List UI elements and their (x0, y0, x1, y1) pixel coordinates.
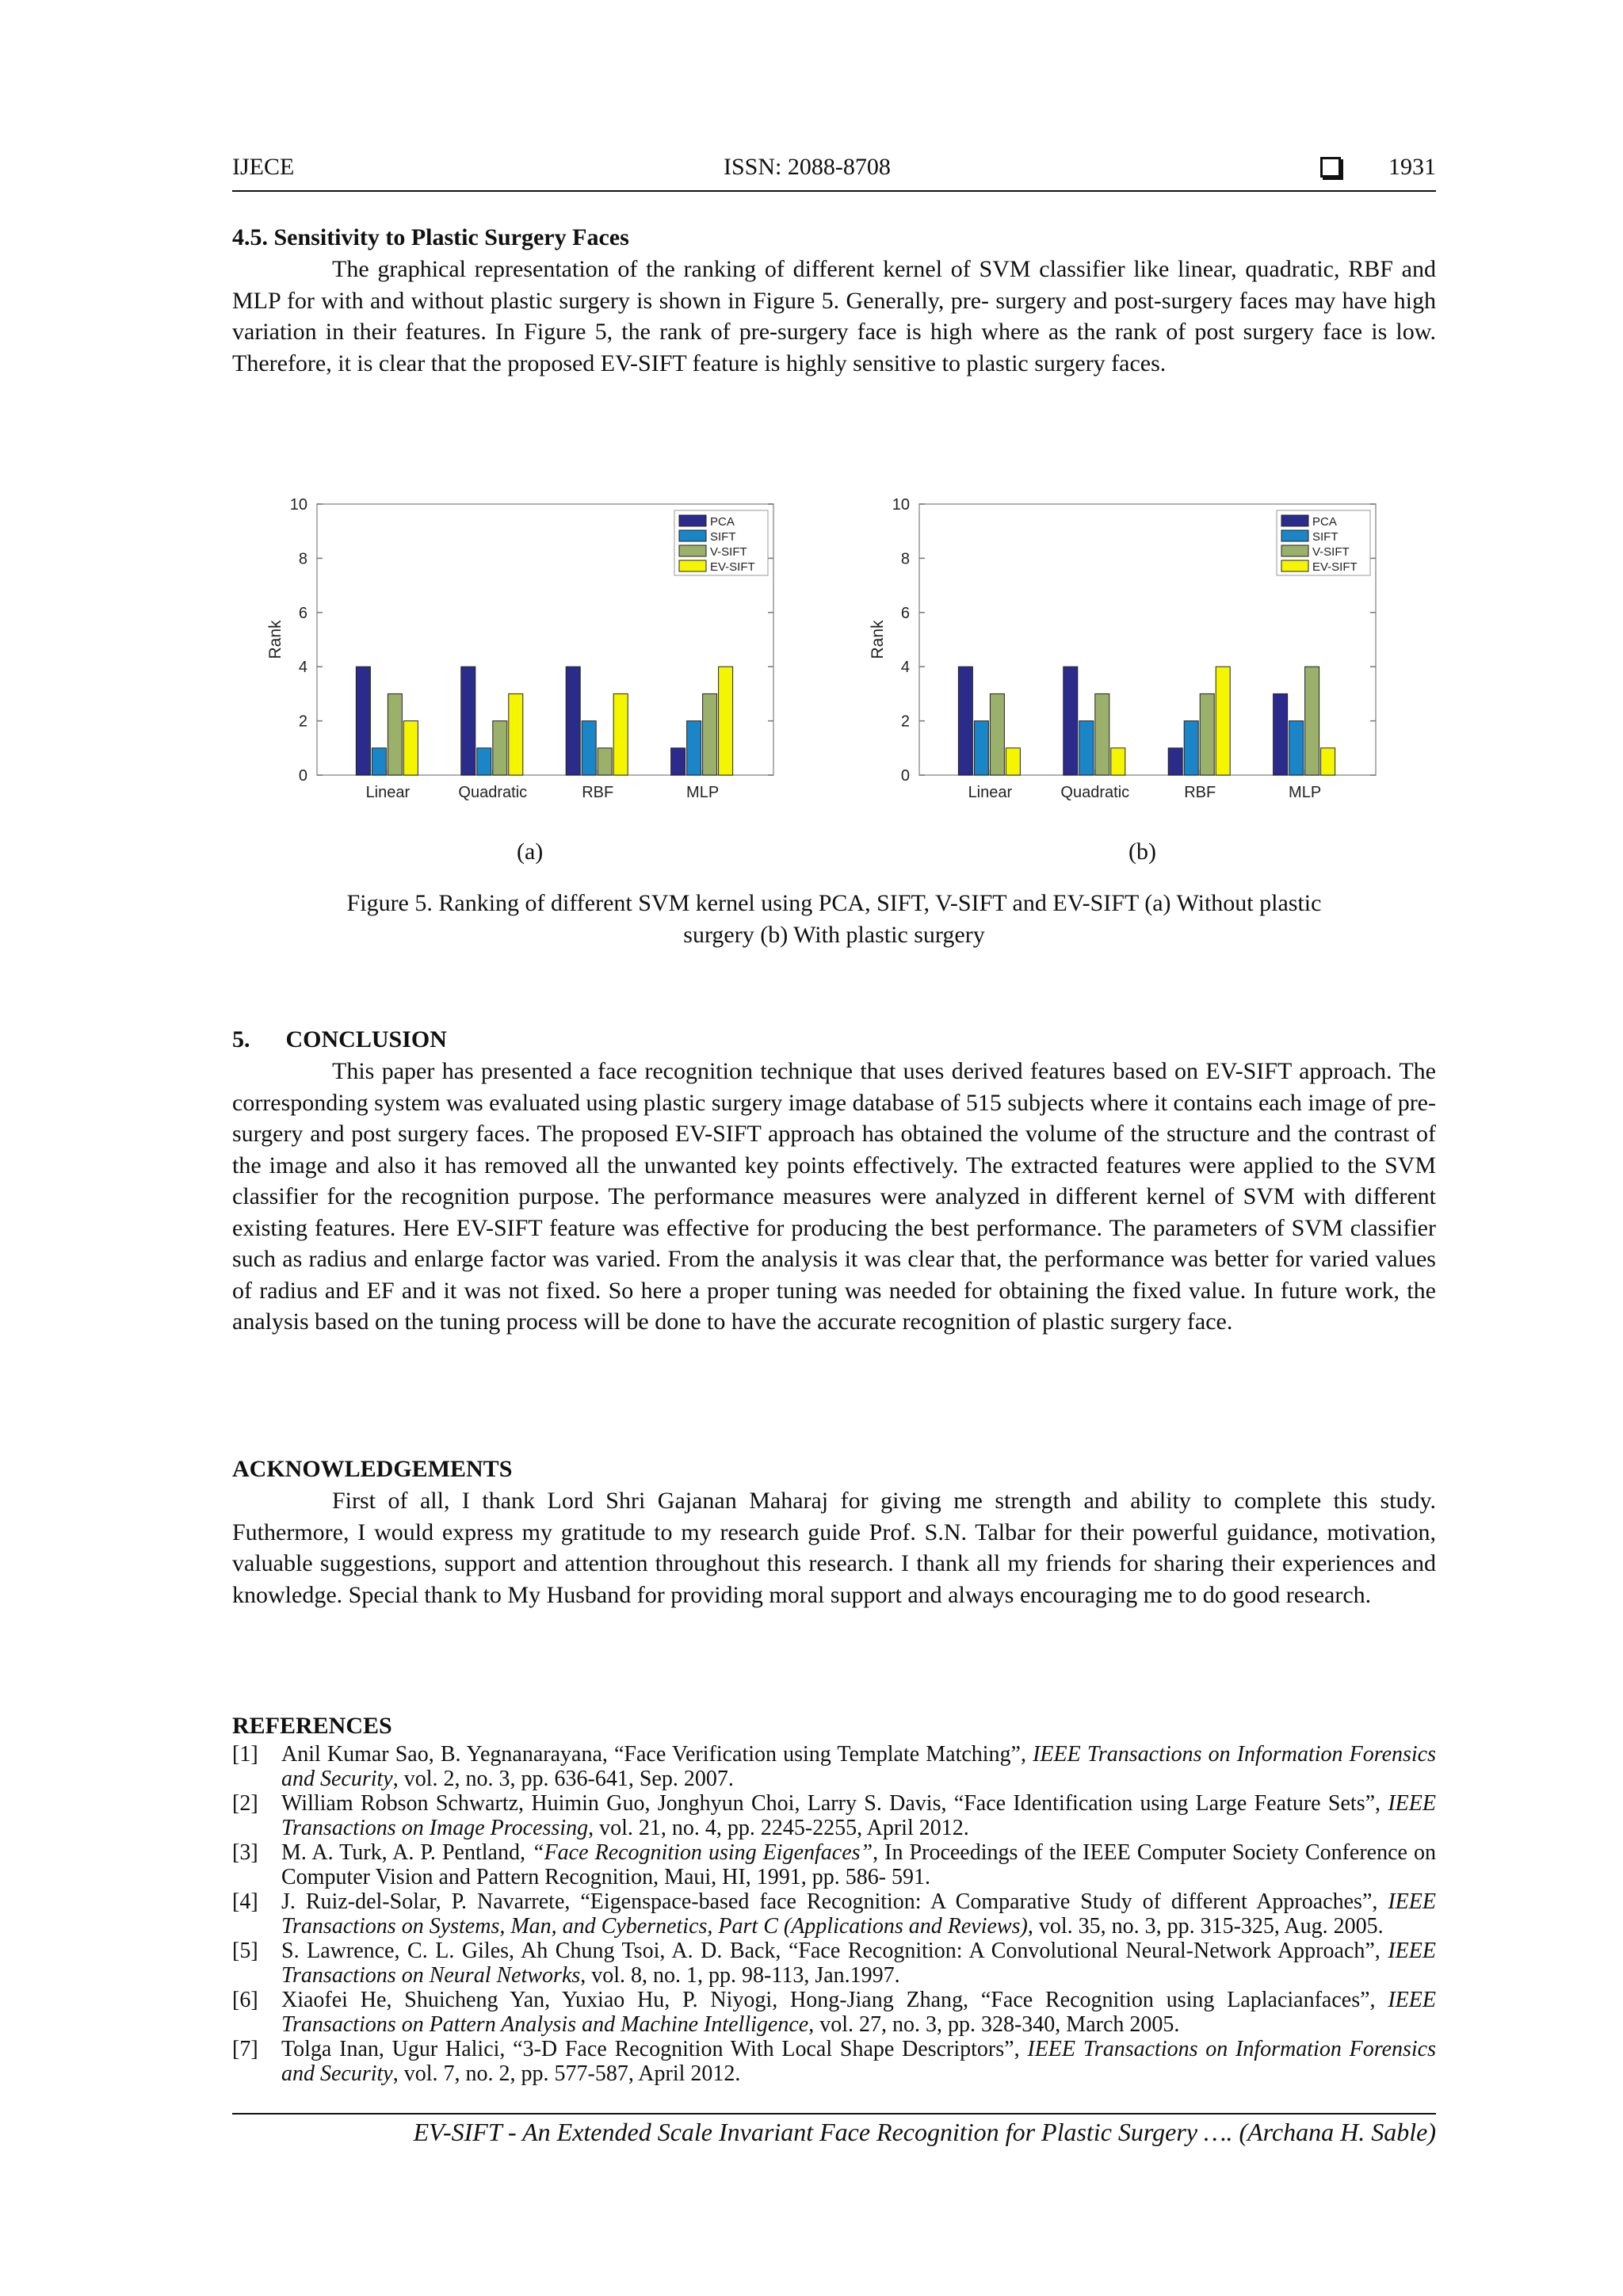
reference-item (232, 1791, 1436, 1840)
legend-swatch (679, 560, 706, 571)
acknowledgements-title: ACKNOWLEDGEMENTS (232, 1456, 513, 1482)
references (232, 1710, 1436, 2086)
reference-number: [2] (232, 1791, 258, 1816)
bar-v-sift-quadratic (493, 721, 507, 775)
section-4-5-title: 4.5. Sensitivity to Plastic Surgery Faces (232, 224, 629, 250)
x-tick-label: MLP (686, 784, 720, 801)
reference-venue: IEEE Transactions on Neural Networks (281, 1939, 1436, 1988)
reference-number: [6] (232, 1988, 258, 2012)
reference-details: , vol. 8, no. 1, pp. 98-113, Jan.1997. (580, 1963, 900, 1988)
bar-v-sift-quadratic (1095, 693, 1109, 775)
header-rule (232, 190, 1436, 192)
legend-label: EV-SIFT (1312, 560, 1358, 574)
reference-item (232, 1742, 1436, 1791)
bar-v-sift-mlp (703, 693, 717, 775)
bar-v-sift-linear (388, 693, 402, 775)
y-tick-label: 4 (298, 659, 307, 677)
reference-number: [4] (232, 1889, 258, 1914)
reference-details: , In Proceedings of the IEEE Computer Society Conference on Computer Vision and Pattern Recognition, Maui, HI, 1991, pp. 586- 591. (281, 1840, 1437, 1889)
reference-authors-title: Anil Kumar Sao, B. Yegnanarayana, “Face Verification using Template Matching”, (281, 1742, 1033, 1767)
bar-ev-sift-mlp (1321, 748, 1335, 775)
reference-authors-title: J. Ruiz-del-Solar, P. Navarrete, “Eigenspace-based face Recognition: A Comparative Study of different Approaches”, (281, 1889, 1388, 1914)
footer-rule (232, 2113, 1436, 2115)
x-tick-label: RBF (1184, 784, 1216, 801)
bar-ev-sift-linear (1006, 748, 1020, 775)
reference-list (232, 1742, 1436, 2086)
bar-v-sift-rbf (1200, 693, 1214, 775)
bar-sift-rbf (1184, 721, 1198, 775)
y-axis-label: Rank (266, 620, 285, 659)
y-tick-label: 6 (298, 604, 307, 622)
legend-label: V-SIFT (710, 545, 747, 559)
conclusion-paragraph: This paper has presented a face recognition technique that uses derived features based on EV-SIFT approach. The corresponding system was evaluated using plastic surgery image database of 515 subjects where it contains each image of pre-surgery and post surgery faces. The proposed EV-SIFT approach has obtained the volume of the structure and the contrast of the image and also it has removed all the unwanted key points effectively. The extracted features were applied to the SVM classifier for the recognition purpose. The performance measures were analyzed in different kernel of SVM with different existing features. Here EV-SIFT feature was effective for producing the best performance. The parameters of SVM classifier such as radius and enlarge factor was varied. From the analysis it was clear that, the performance was better for varied values of radius and EF and it was not fixed. So here a proper tuning was needed for obtaining the fixed value. In future work, the analysis based on the tuning process will be done to have the accurate recognition of plastic surgery face. (232, 1058, 1436, 1335)
reference-authors-title: M. A. Turk, A. P. Pentland, (281, 1840, 532, 1865)
reference-venue: IEEE Transactions on Image Processing (281, 1791, 1436, 1840)
legend-swatch (679, 530, 706, 541)
reference-item (232, 1988, 1436, 2037)
section-4-5-paragraph: The graphical representation of the ranking of different kernel of SVM classifier like linear, quadratic, RBF and MLP for with and without plastic surgery is shown in Figure 5. Generally, pre- surgery and post-surgery faces may have high variation in their features. In Figure 5, the rank of pre-surgery face is high where as the rank of post surgery face is low. Therefore, it is clear that the proposed EV-SIFT feature is highly sensitive to plastic surgery faces. (232, 256, 1436, 376)
page-header (232, 154, 1436, 189)
bar-sift-mlp (1289, 721, 1304, 775)
bar-ev-sift-rbf (613, 693, 628, 775)
bar-v-sift-rbf (598, 748, 612, 775)
legend-swatch (679, 515, 706, 526)
bar-sift-linear (372, 748, 386, 775)
reference-venue: IEEE Transactions on Information Forensics and Security (281, 1742, 1436, 1791)
bar-ev-sift-quadratic (509, 693, 523, 775)
legend-label: PCA (710, 515, 735, 529)
subfigure-label-b: (b) (1128, 839, 1156, 865)
reference-item (232, 2037, 1436, 2086)
bar-pca-mlp (1274, 693, 1288, 775)
reference-authors-title: S. Lawrence, C. L. Giles, Ah Chung Tsoi, A. D. Back, “Face Recognition: A Convolutional Neural-Network Approach”, (281, 1939, 1388, 1963)
reference-item (232, 1889, 1436, 1939)
y-tick-label: 0 (900, 767, 910, 785)
acknowledgements-paragraph: First of all, I thank Lord Shri Gajanan Maharaj for giving me strength and ability to complete this study. Futhermore, I would express my gratitude to my research guide Prof. S.N. Talbar for their powerful guidance, motivation, valuable suggestions, support and attention throughout this research. I thank all my friends for sharing their experiences and knowledge. Special thank to My Husband for providing moral support and always encouraging me to do good research. (232, 1488, 1436, 1608)
y-tick-label: 10 (289, 496, 307, 514)
bar-sift-rbf (582, 721, 596, 775)
legend-swatch (1281, 545, 1308, 556)
reference-venue: IEEE Transactions on Information Forensics and Security (281, 2037, 1436, 2086)
x-tick-label: Linear (968, 784, 1013, 801)
legend-label: V-SIFT (1312, 545, 1350, 559)
x-tick-label: RBF (582, 784, 614, 801)
conclusion-title: 5. CONCLUSION (232, 1026, 447, 1052)
section-acknowledgements (232, 1454, 1436, 1610)
legend-swatch (1281, 530, 1308, 541)
reference-details: , vol. 2, no. 3, pp. 636-641, Sep. 2007. (392, 1767, 734, 1791)
reference-venue: IEEE Transactions on Systems, Man, and Cybernetics, Part C (Applications and Reviews) (281, 1889, 1436, 1939)
y-tick-label: 2 (298, 712, 307, 731)
bar-ev-sift-mlp (719, 667, 733, 775)
y-tick-label: 0 (298, 767, 307, 785)
bar-pca-linear (958, 667, 972, 775)
chart-a (254, 476, 824, 808)
page-number: 1931 (1388, 154, 1436, 180)
section-conclusion (232, 1024, 1436, 1338)
section-4-5 (232, 222, 1436, 379)
reference-number: [7] (232, 2037, 258, 2061)
y-tick-label: 10 (892, 496, 910, 514)
x-tick-label: Quadratic (458, 784, 528, 801)
reference-authors-title: Tolga Inan, Ugur Halici, “3-D Face Recognition With Local Shape Descriptors”, (281, 2037, 1028, 2061)
references-title: REFERENCES (232, 1713, 392, 1739)
bar-ev-sift-linear (403, 721, 418, 775)
reference-details: , vol. 7, no. 2, pp. 577-587, April 2012. (392, 2061, 741, 2086)
chart-a-svg (254, 476, 824, 808)
bar-sift-linear (974, 721, 988, 775)
bar-pca-mlp (671, 748, 685, 775)
x-tick-label: Quadratic (1060, 784, 1130, 801)
reference-item (232, 1939, 1436, 1988)
figure-5 (254, 476, 1411, 808)
bar-pca-quadratic (1064, 667, 1078, 775)
journal-name: IJECE (232, 154, 295, 180)
reference-text (281, 1988, 1436, 2037)
bar-pca-linear (356, 667, 370, 775)
figure-caption (232, 888, 1436, 951)
reference-text (281, 1791, 1436, 1840)
reference-venue: IEEE Transactions on Pattern Analysis and Machine Intelligence (281, 1988, 1436, 2037)
bar-v-sift-mlp (1305, 667, 1319, 775)
reference-text (281, 1840, 1436, 1889)
bar-v-sift-linear (990, 693, 1004, 775)
bar-pca-rbf (566, 667, 580, 775)
reference-text (281, 2037, 1436, 2086)
reference-number: [3] (232, 1840, 258, 1865)
chart-b (856, 476, 1426, 808)
issn: ISSN: 2088-8708 (724, 154, 891, 180)
x-tick-label: Linear (365, 784, 411, 801)
legend-swatch (679, 545, 706, 556)
reference-text (281, 1742, 1436, 1791)
reference-number: [5] (232, 1939, 258, 1963)
running-title: EV-SIFT - An Extended Scale Invariant Face Recognition for Plastic Surgery …. (Archana H. Sable) (413, 2118, 1436, 2146)
reference-venue: “Face Recognition using Eigenfaces” (532, 1840, 873, 1865)
reference-details: , vol. 35, no. 3, pp. 315-325, Aug. 2005. (1027, 1914, 1384, 1939)
reference-item (232, 1840, 1436, 1889)
legend-label: SIFT (1312, 530, 1338, 544)
legend-label: PCA (1312, 515, 1337, 529)
figure-caption-line-1: Figure 5. Ranking of different SVM kernel using PCA, SIFT, V-SIFT and EV-SIFT (a) Without plastic (346, 890, 1322, 916)
figure-caption-line-2: surgery (b) With plastic surgery (683, 922, 985, 948)
chart-b-svg (856, 476, 1426, 808)
subfigure-label-a: (a) (517, 839, 544, 865)
y-tick-label: 4 (900, 659, 910, 677)
reference-text (281, 1939, 1436, 1988)
bar-sift-quadratic (477, 748, 491, 775)
checkbox-square-icon (1320, 157, 1341, 178)
bar-pca-quadratic (461, 667, 475, 775)
x-tick-label: MLP (1289, 784, 1322, 801)
y-tick-label: 6 (900, 604, 910, 622)
legend-swatch (1281, 515, 1308, 526)
y-tick-label: 8 (900, 550, 910, 568)
bar-sift-mlp (687, 721, 701, 775)
y-tick-label: 2 (900, 712, 910, 731)
bar-pca-rbf (1168, 748, 1182, 775)
reference-authors-title: William Robson Schwartz, Huimin Guo, Jonghyun Choi, Larry S. Davis, “Face Identification using Large Feature Sets”, (281, 1791, 1388, 1816)
legend-label: EV-SIFT (710, 560, 755, 574)
bar-ev-sift-rbf (1216, 667, 1230, 775)
y-tick-label: 8 (298, 550, 307, 568)
bar-sift-quadratic (1079, 721, 1094, 775)
reference-number: [1] (232, 1742, 258, 1767)
reference-authors-title: Xiaofei He, Shuicheng Yan, Yuxiao Hu, P. Niyogi, Hong-Jiang Zhang, “Face Recognition using Laplacianfaces”, (281, 1988, 1388, 2012)
reference-details: , vol. 21, no. 4, pp. 2245-2255, April 2012. (588, 1816, 969, 1840)
legend-swatch (1281, 560, 1308, 571)
y-axis-label: Rank (869, 620, 887, 659)
legend-label: SIFT (710, 530, 736, 544)
reference-details: , vol. 27, no. 3, pp. 328-340, March 2005. (808, 2012, 1180, 2037)
bar-ev-sift-quadratic (1111, 748, 1125, 775)
reference-text (281, 1889, 1436, 1939)
